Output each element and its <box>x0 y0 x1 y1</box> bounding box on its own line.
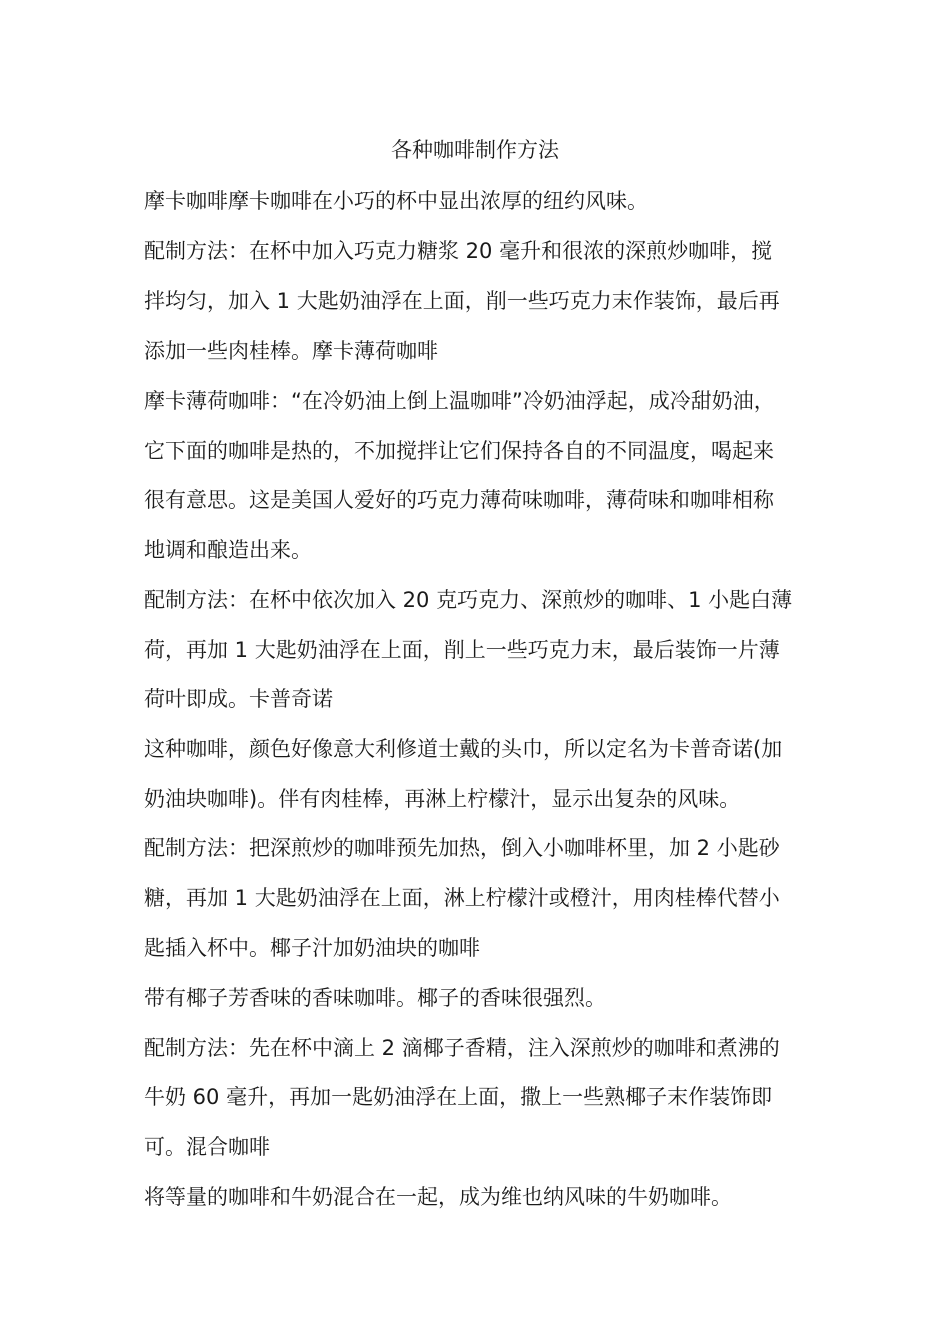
text-line: 配制方法：把深煎炒的咖啡预先加热，倒入小咖啡杯里，加 2 小匙砂 <box>144 836 780 860</box>
text-line: 很有意思。这是美国人爱好的巧克力薄荷味咖啡，薄荷味和咖啡相称 <box>144 488 774 512</box>
text-line: 配制方法：在杯中依次加入 20 克巧克力、深煎炒的咖啡、1 小匙白薄 <box>144 588 793 612</box>
text-line: 奶油块咖啡)。伴有肉桂棒，再淋上柠檬汁，显示出复杂的风味。 <box>144 787 741 811</box>
text-line: 这种咖啡，颜色好像意大利修道士戴的头巾，所以定名为卡普奇诺(加 <box>144 737 783 761</box>
text-line: 拌均匀，加入 1 大匙奶油浮在上面，削一些巧克力末作装饰，最后再 <box>144 289 780 313</box>
text-line: 添加一些肉桂棒。摩卡薄荷咖啡 <box>144 339 438 363</box>
text-line: 摩卡咖啡摩卡咖啡在小巧的杯中显出浓厚的纽约风味。 <box>144 189 648 213</box>
text-line: 地调和酿造出来。 <box>144 538 312 562</box>
document-title: 各种咖啡制作方法 <box>391 138 559 162</box>
text-line: 可。混合咖啡 <box>144 1135 270 1159</box>
text-line: 它下面的咖啡是热的，不加搅拌让它们保持各自的不同温度，喝起来 <box>144 439 774 463</box>
text-line: 配制方法：先在杯中滴上 2 滴椰子香精，注入深煎炒的咖啡和煮沸的 <box>144 1036 780 1060</box>
text-line: 糖，再加 1 大匙奶油浮在上面，淋上柠檬汁或橙汁，用肉桂棒代替小 <box>144 886 780 910</box>
text-line: 荷叶即成。卡普奇诺 <box>144 687 333 711</box>
text-line: 匙插入杯中。椰子汁加奶油块的咖啡 <box>144 936 480 960</box>
text-line: 配制方法：在杯中加入巧克力糖浆 20 毫升和很浓的深煎炒咖啡，搅 <box>144 239 773 263</box>
text-line: 荷，再加 1 大匙奶油浮在上面，削上一些巧克力末，最后装饰一片薄 <box>144 638 780 662</box>
text-line: 带有椰子芳香味的香味咖啡。椰子的香味很强烈。 <box>144 986 606 1010</box>
text-line: 牛奶 60 毫升，再加一匙奶油浮在上面，撒上一些熟椰子末作装饰即 <box>144 1085 773 1109</box>
text-line: 摩卡薄荷咖啡：“在冷奶油上倒上温咖啡”冷奶油浮起，成冷甜奶油， <box>144 389 775 413</box>
text-line: 将等量的咖啡和牛奶混合在一起，成为维也纳风味的牛奶咖啡。 <box>144 1185 732 1209</box>
